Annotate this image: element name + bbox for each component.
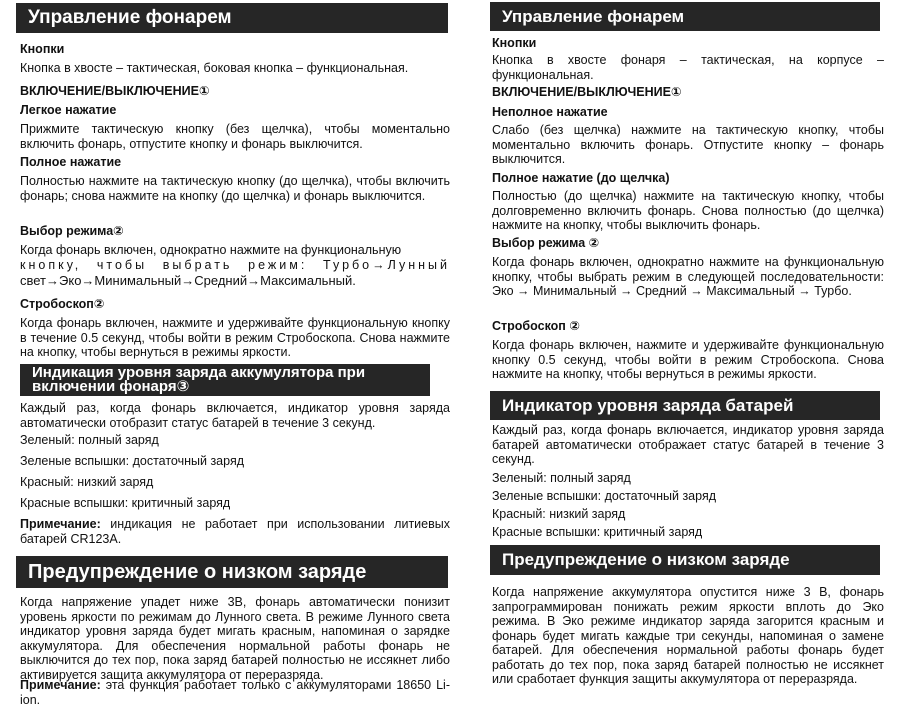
right-list-green: Зеленый: полный заряд (492, 471, 631, 485)
left-text-mode-line3: свет→Эко→Минимальный→Средний→Максимальный. (20, 273, 356, 288)
left-heading-indicator-line2: включении фонаря③ (32, 378, 190, 395)
left-list-red: Красный: низкий заряд (20, 475, 154, 489)
left-heading-indicator-line1: Индикация уровня заряда аккумулятора при (32, 364, 366, 381)
left-subheading-buttons: Кнопки (20, 42, 65, 56)
left-heading-low-charge: Предупреждение о низком заряде (16, 556, 448, 588)
left-text-indicator: Каждый раз, когда фонарь включается, индикатор уровня заряда автоматически отобразит статус батарей в течение 3 секунд. (20, 401, 450, 430)
right-heading-battery: Индикатор уровня заряда батарей (490, 391, 880, 420)
left-subheading-strobe: Стробоскоп② (20, 297, 105, 311)
left-note-low-charge (20, 678, 450, 707)
right-subheading-full: Полное нажатие (до щелчка) (492, 171, 670, 185)
right-text-strobe: Когда фонарь включен, нажмите и удерживайте функциональную кнопку 0.5 секунд, чтобы войти в режим Стробоскопа. Снова нажмите на кнопку, чтобы вернуться в режимы яркости. (492, 338, 884, 381)
left-text-light-press: Прижмите тактическую кнопку (без щелчка), чтобы моментально включить фонарь, отпустите кнопку и фонарь выключится. (20, 122, 450, 151)
right-list-red-flash: Красные вспышки: критичный заряд (492, 525, 703, 539)
left-text-strobe: Когда фонарь включен, нажмите и удерживайте функциональную кнопку в течение 0.5 секунд, чтобы войти в режим Стробоскопа. Снова нажмите на кнопку, чтобы вернуться в режимы яркости. (20, 316, 450, 359)
left-text-low-charge: Когда напряжение упадет ниже 3В, фонарь автоматически понизит уровень яркости по режимам до Лунного света. В режиме Лунного света индикатор уровня заряда будет мигать красным, напоминая о зарядке аккумулятора. Для обеспечения нормальной работы фонарь не выключится до тех пор, пока заряд батарей полностью не иссякнет либо активируется защита аккумулятора от переразряда. (20, 595, 450, 682)
right-list-green-flash: Зеленые вспышки: достаточный заряд (492, 489, 717, 503)
right-subheading-mode: Выбор режима ② (492, 236, 600, 250)
right-text-low-charge: Когда напряжение аккумулятора опустится ниже 3 В, фонарь запрограммирован понижать режим яркости вплоть до Эко режима. В Эко режиме индикатор заряда загорится красным и фонарь будет мигать каждые три секунды, напоминая о замене батарей. Для обеспечения нормальной работы фонарь будет работать до тех пор, пока заряд батарей полностью не иссякнет или сработает функция защиты аккумулятора от переразряда. (492, 585, 884, 686)
left-list-red-flash: Красные вспышки: критичный заряд (20, 496, 231, 510)
right-text-partial: Слабо (без щелчка) нажмите на тактическую кнопку, чтобы моментально включить фонарь. Отпустите кнопку – фонарь выключится. (492, 123, 884, 166)
left-text-mode-line1: Когда фонарь включен, однократно нажмите на функциональную (20, 243, 402, 257)
left-text-buttons: Кнопка в хвосте – тактическая, боковая кнопка – функциональная. (20, 61, 409, 75)
left-list-green: Зеленый: полный заряд (20, 433, 159, 447)
left-heading-indicator (20, 364, 430, 396)
left-note-low-charge-label: Примечание: (20, 678, 101, 692)
right-text-full: Полностью (до щелчка) нажмите на тактическую кнопку, чтобы долговременно включить фонарь. Снова полностью (до щелчка) нажмите на кнопку, чтобы выключить фонарь. (492, 189, 884, 232)
right-subheading-onoff: ВКЛЮЧЕНИЕ/ВЫКЛЮЧЕНИЕ① (492, 85, 682, 99)
right-list-red: Красный: низкий заряд (492, 507, 626, 521)
right-subheading-strobe: Стробоскоп ② (492, 319, 580, 333)
right-subheading-buttons: Кнопки (492, 36, 537, 50)
right-text-battery: Каждый раз, когда фонарь включается, индикатор уровня заряда батарей автоматически отображает статус батарей в течение 3 секунд. (492, 423, 884, 466)
left-note-low-charge-text: эта функция работает только с аккумуляторами 18650 Li-ion. (20, 678, 450, 707)
left-subheading-light-press: Легкое нажатие (20, 103, 117, 117)
left-subheading-mode: Выбор режима② (20, 224, 124, 238)
left-list-green-flash: Зеленые вспышки: достаточный заряд (20, 454, 245, 468)
right-text-buttons: Кнопка в хвосте фонаря – тактическая, на корпусе – функциональная. (492, 53, 884, 82)
left-note-indicator-label: Примечание: (20, 517, 101, 531)
left-note-indicator (20, 517, 450, 546)
right-subheading-partial: Неполное нажатие (492, 105, 608, 119)
left-text-full-press: Полностью нажмите на тактическую кнопку (до щелчка), чтобы включить фонарь; снова нажмите на кнопку (до щелчка) и фонарь выключится. (20, 174, 450, 203)
left-subheading-full-press: Полное нажатие (20, 155, 122, 169)
left-text-mode-line2: кнопку, чтобы выбрать режим: Турбо→Лунный (20, 258, 450, 272)
left-heading-control: Управление фонарем (16, 3, 448, 33)
right-heading-control: Управление фонарем (490, 2, 880, 31)
right-heading-low-charge: Предупреждение о низком заряде (490, 545, 880, 575)
left-note-indicator-text: индикация не работает при использовании литиевых батарей CR123A. (20, 517, 450, 546)
right-text-mode: Когда фонарь включен, однократно нажмите на функциональную кнопку, чтобы выбрать режим в следующей последовательности: Эко → Минимальный → Средний → Максимальный → Турбо. (492, 255, 884, 298)
left-subheading-onoff: ВКЛЮЧЕНИЕ/ВЫКЛЮЧЕНИЕ① (20, 84, 210, 98)
